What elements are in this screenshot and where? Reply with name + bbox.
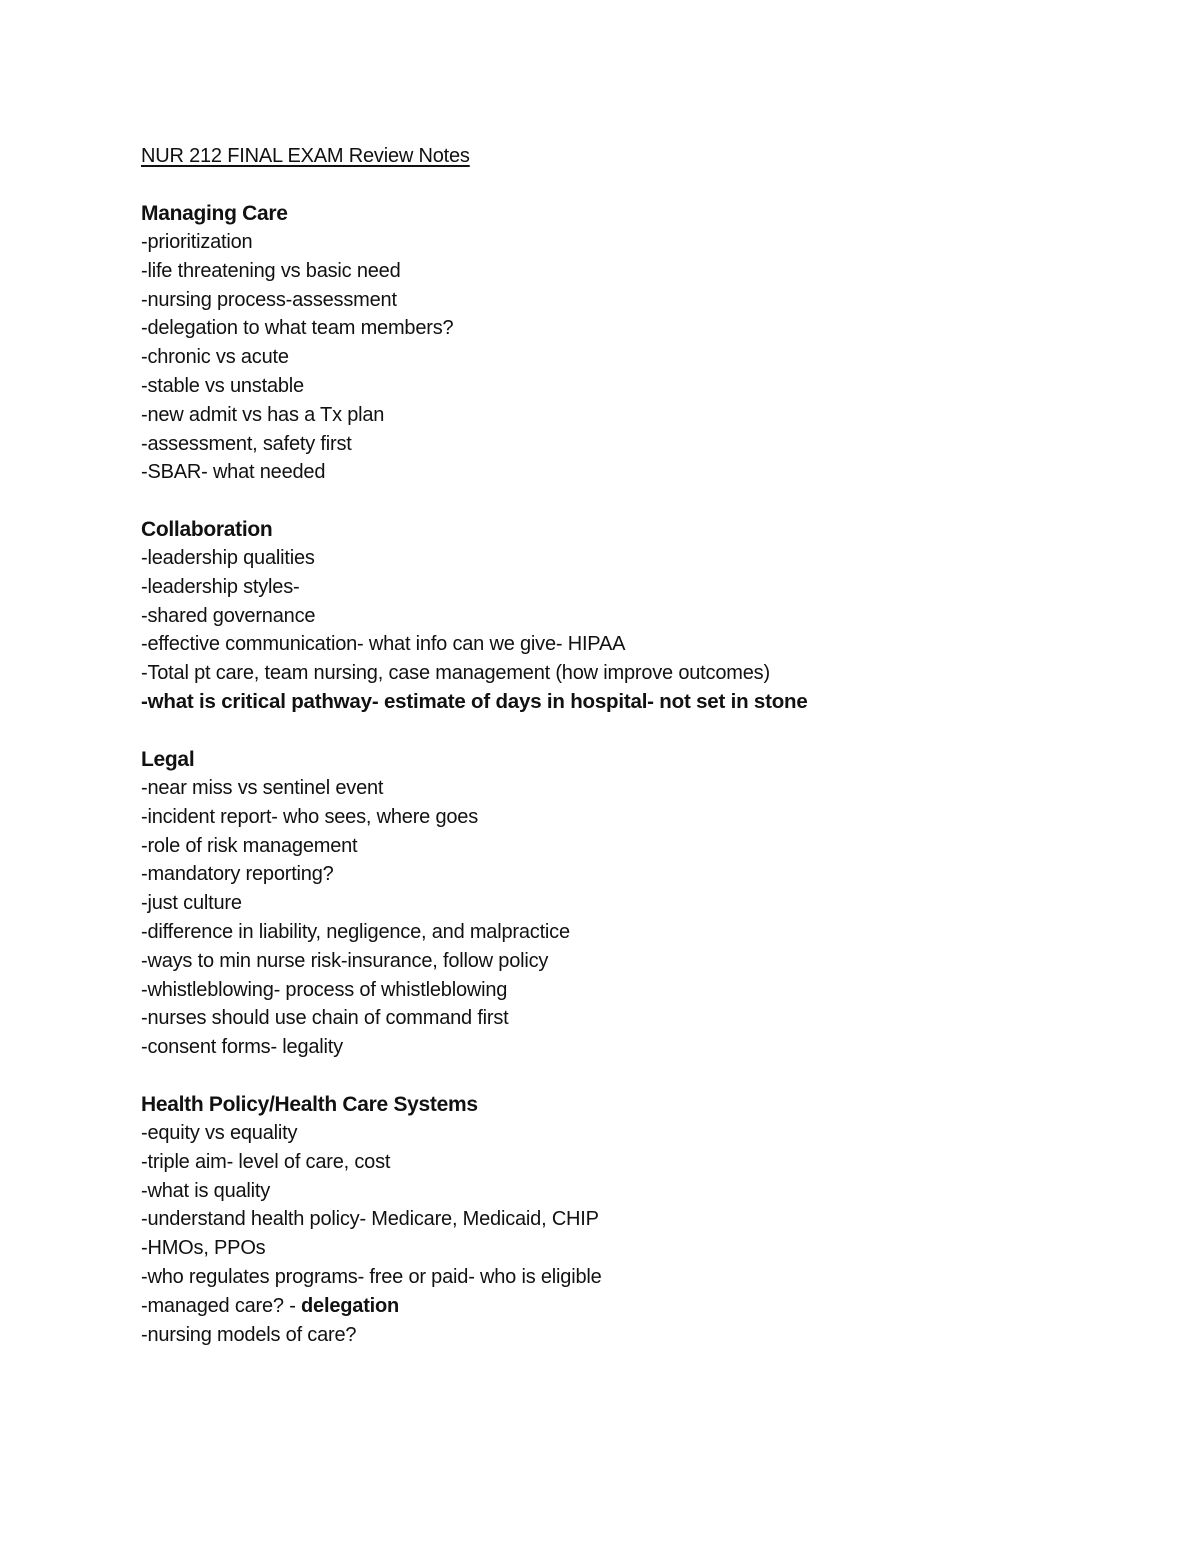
list-item: -consent forms- legality [141, 1036, 343, 1059]
list-item: -leadership qualities [141, 547, 315, 569]
section-collaboration [141, 515, 1041, 717]
section-heading: Managing Care [141, 202, 288, 225]
list-item: -leadership styles- [141, 575, 300, 598]
list-item: -nursing process-assessment [141, 288, 397, 311]
list-item: -triple aim- level of care, cost [141, 1150, 391, 1173]
list-item: -incident report- who sees, where goes [141, 805, 479, 828]
list-item: -ways to min nurse risk-insurance, follow policy [141, 949, 549, 972]
list-item: -HMOs, PPOs [141, 1237, 266, 1260]
list-item: -equity vs equality [141, 1122, 298, 1144]
list-item-managed-care [141, 1292, 1041, 1321]
section-heading: Collaboration [141, 518, 273, 541]
list-item: -whistleblowing- process of whistleblowing [141, 978, 508, 1001]
list-item: -mandatory reporting? [141, 863, 334, 886]
list-item: -assessment, safety first [141, 432, 352, 455]
list-item: -near miss vs sentinel event [141, 777, 384, 799]
list-item: -just culture [141, 892, 242, 915]
list-item: -life threatening vs basic need [141, 259, 401, 282]
list-item: -shared governance [141, 604, 316, 627]
list-item: -nurses should use chain of command first [141, 1007, 509, 1030]
list-item: -Total pt care, team nursing, case management (how improve outcomes) [141, 662, 770, 685]
list-item: -who regulates programs- free or paid- who is eligible [141, 1265, 602, 1288]
emphasized-text: delegation [301, 1294, 400, 1317]
list-item: -prioritization [141, 231, 253, 253]
list-item: -chronic vs acute [141, 346, 289, 369]
section-health-policy [141, 1090, 1041, 1349]
list-item: -effective communication- what info can we give- HIPAA [141, 633, 626, 656]
list-item: -difference in liability, negligence, and malpractice [141, 920, 570, 943]
section-heading: Legal [141, 748, 195, 771]
list-item: -SBAR- what needed [141, 461, 326, 484]
list-item: -what is quality [141, 1179, 271, 1202]
section-legal [141, 745, 1041, 1062]
list-item: -delegation to what team members? [141, 317, 454, 340]
document-title: NUR 212 FINAL EXAM Review Notes [141, 145, 470, 167]
list-item: -role of risk management [141, 834, 358, 857]
list-item: -stable vs unstable [141, 374, 304, 397]
list-item: -nursing models of care? [141, 1323, 357, 1346]
list-item-emphasized: -what is critical pathway- estimate of days in hospital- not set in stone [141, 689, 808, 713]
section-managing-care [141, 199, 1041, 487]
list-item: -new admit vs has a Tx plan [141, 403, 385, 426]
list-item-text: -managed care? - [141, 1294, 302, 1317]
section-heading: Health Policy/Health Care Systems [141, 1093, 478, 1116]
list-item: -understand health policy- Medicare, Medicaid, CHIP [141, 1208, 599, 1231]
